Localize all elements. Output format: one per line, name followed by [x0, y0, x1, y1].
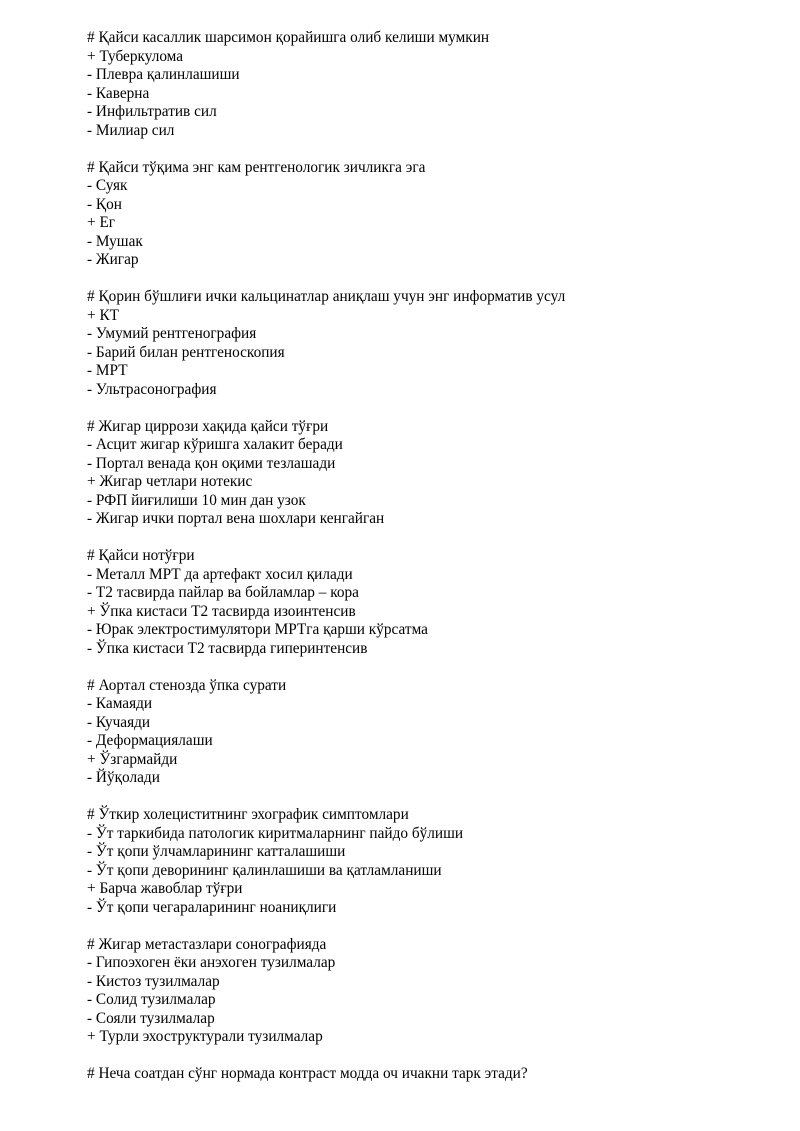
question-text: # Қайси касаллик шарсимон қорайишга олиб келиши мумкин [87, 29, 490, 46]
answer-option: - Ультрасонография [87, 380, 217, 398]
answer-option: - Асцит жигар кўришга халакит беради [87, 436, 343, 453]
answer-option: - Жигар [87, 251, 139, 268]
answer-option: - Кистоз тузилмалар [87, 972, 220, 990]
question-text: # Қорин бўшлиғи ички кальцинатлар аниқлаш учун энг информатив усул [87, 288, 566, 305]
answer-option: - Ўт қопи деворининг қалинлашиши ва қатламланиши [87, 861, 442, 879]
answer-option: - Умумий рентгенография [87, 325, 257, 342]
answer-option: + Туберкулома [87, 47, 184, 65]
answer-option: - Т2 тасвирда пайлар ва бойламлар – кора [87, 584, 359, 601]
answer-option: - Каверна [87, 84, 150, 102]
question-list [87, 29, 767, 1102]
answer-option: - Камаяди [87, 695, 153, 712]
answer-option: + КТ [87, 306, 119, 324]
answer-option: - Ўт қопи ўлчамларининг катталашиши [87, 843, 346, 860]
question-text: # Ўткир холециститнинг эхографик симптомлари [87, 806, 409, 823]
question-text: # Жигар метастазлари сонографияда [87, 935, 327, 953]
answer-option: + Турли эхоструктурали тузилмалар [87, 1028, 323, 1045]
answer-option: - Мушак [87, 232, 143, 250]
answer-option: + Жигар четлари нотекис [87, 473, 253, 490]
answer-option: - Плевра қалинлашиши [87, 66, 240, 83]
question-block [87, 677, 767, 788]
answer-option: - Деформациялаши [87, 732, 213, 749]
answer-option: - Юрак электростимулятори МРТга қарши кўрсатма [87, 621, 428, 638]
question-block [87, 806, 767, 917]
answer-option: - Суяк [87, 177, 128, 194]
question-block [87, 936, 767, 1047]
question-text: # Неча соатдан сўнг нормада контраст модда оч ичакни тарк этади? [87, 1065, 528, 1082]
answer-option: - МРТ [87, 362, 128, 379]
answer-option: - Сояли тузилмалар [87, 1009, 215, 1027]
answer-option: - Гипоэхоген ёки анэхоген тузилмалар [87, 954, 336, 971]
answer-option: - Жигар ички портал вена шохлари кенгайган [87, 510, 385, 527]
question-text: # Аортал стенозда ўпка сурати [87, 676, 287, 694]
answer-option: - Металл МРТ да артефакт хосил қилади [87, 565, 353, 583]
answer-option: - Ўт қопи чегараларининг ноаниқлиги [87, 898, 337, 916]
answer-option: - Милиар сил [87, 121, 175, 139]
answer-option: + Ўпка кистаси Т2 тасвирда изоинтенсив [87, 602, 356, 620]
answer-option: + Ег [87, 214, 116, 231]
question-block [87, 547, 767, 658]
answer-option: - Солид тузилмалар [87, 991, 216, 1008]
answer-option: + Ўзгармайди [87, 750, 178, 768]
answer-option: - Барий билан рентгеноскопия [87, 343, 285, 361]
answer-option: - Кучаяди [87, 713, 151, 731]
question-block [87, 159, 767, 270]
answer-option: - Қон [87, 195, 122, 213]
question-text: # Жигар циррози хақида қайси тўғри [87, 417, 329, 435]
question-block [87, 29, 767, 140]
answer-option: - Портал венада қон оқими тезлашади [87, 454, 336, 472]
question-block [87, 418, 767, 529]
answer-option: - РФП йиғилиши 10 мин дан узок [87, 491, 306, 509]
question-block [87, 288, 767, 399]
question-text: # Қайси тўқима энг кам рентгенологик зичликга эга [87, 158, 426, 176]
answer-option: - Ўт таркибида патологик киритмаларнинг пайдо бўлиши [87, 824, 464, 842]
answer-option: - Йўқолади [87, 769, 160, 786]
question-block [87, 1065, 767, 1084]
answer-option: - Ўпка кистаси Т2 тасвирда гиперинтенсив [87, 639, 368, 657]
answer-option: + Барча жавоблар тўғри [87, 880, 243, 897]
answer-option: - Инфильтратив сил [87, 103, 217, 120]
question-text: # Қайси нотўғри [87, 547, 195, 564]
